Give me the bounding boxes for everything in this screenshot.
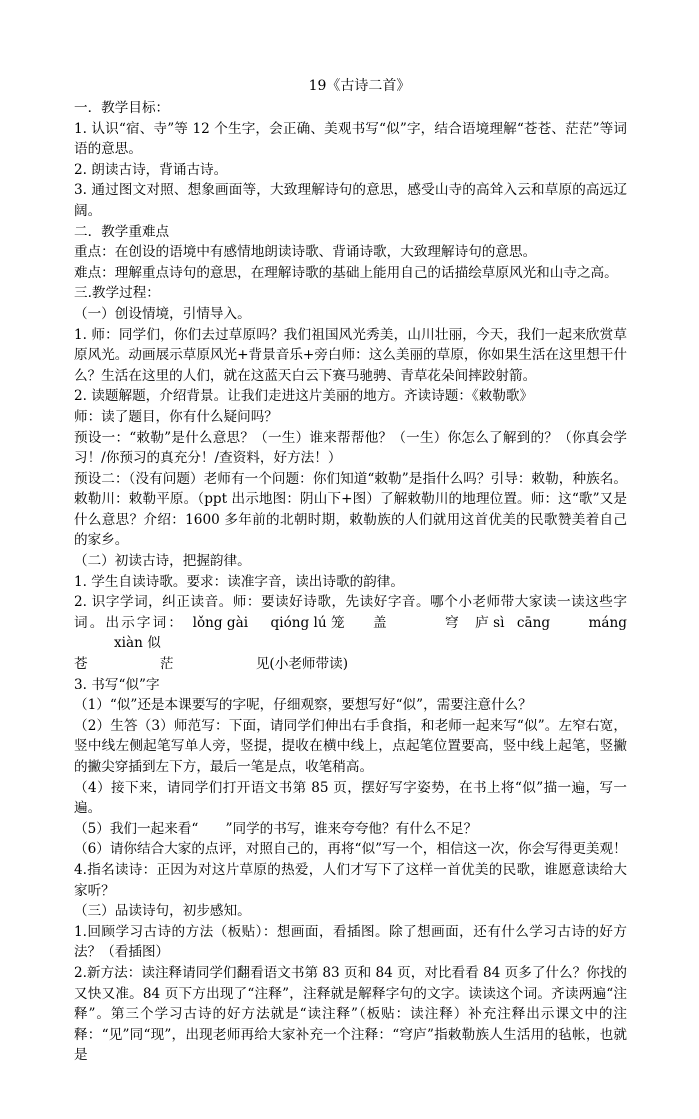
document-title: 19《古诗二首》 bbox=[308, 78, 411, 94]
paragraph: （4）接下来，请同学们打开语文书第 85 页，摆好写字姿势，在书上将“似”描一遍，写一遍。 bbox=[74, 779, 627, 817]
goal-2: 2. 朗读古诗，背诵古诗。 bbox=[74, 161, 228, 178]
paragraph: 预设二：（没有问题）老师有一个问题：你们知道“敕勒”是指什么吗？引导：敕勒，种族名。敕勒川：敕勒平原。（ppt 出示地图：阴山下+图）了解敕勒川的地理位置。师：这“歌”又是什么意思？介绍：1600 多年前的北朝时期，敕勒族的人们就用这首优美的民歌赞美着自己的家乡。 bbox=[74, 470, 627, 549]
paragraph: 师：读了题目，你有什么疑问吗？ bbox=[74, 408, 278, 425]
difficult-point: 难点：理解重点诗句的意思，在理解诗歌的基础上能用自己的话描绘草原风光和山寺之高。 bbox=[74, 264, 618, 281]
pinyin-item: máng bbox=[588, 614, 627, 631]
paragraph bbox=[74, 592, 627, 654]
pinyin-item: 穹 bbox=[445, 614, 459, 631]
paragraph: （2）生答（3）师范写：下面，请同学们伸出右手食指，和老师一起来写“似”。左窄右宽，竖中线左侧起笔写单人旁，竖提，提收在横中线上，点起笔位置要高，竖中线上起笔，竖撇的撇尖穿插到左下方，最后一笔是点，收笔稍高。 bbox=[74, 717, 627, 775]
step-3-heading: 3. 书写“似”字 bbox=[74, 676, 160, 693]
pinyin-item: 盖 bbox=[373, 614, 387, 631]
paragraph: 预设一：“敕勒”是什么意思？（一生）谁来帮帮他？（一生）你怎么了解到的？（你真会学习！/你预习的真充分！/查资料，好方法！） bbox=[74, 429, 627, 467]
pinyin-item: 茫 bbox=[159, 656, 174, 673]
goal-1: 1. 认识“宿、寺”等 12 个生字，会正确、美观书写“似”字，结合语境理解“苍苍、茫茫”等词语的意思。 bbox=[74, 120, 627, 158]
paragraph: 1. 学生自读诗歌。要求：读准字音，读出诗歌的韵律。 bbox=[74, 573, 404, 590]
step-2-heading: （二）初读古诗，把握韵律。 bbox=[74, 553, 251, 570]
step-1-heading: （一）创设情境，引情导入。 bbox=[74, 305, 251, 322]
pinyin-item: lǒng gài bbox=[192, 614, 249, 631]
paragraph: 2.新方法：读注释请同学们翻看语文书第 83 页和 84 页，对比看看 84 页多了什么？你找的又快又准。84 页下方出现了“注释”，注释就是解释字句的文字。读读这个词。齐读两遍“注释”。第三个学习古诗的好方法就是“读注释”（板贴：读注释）补充注释出示课文中的注释：“见”同“现”，出现老师再给大家补充一个注释：“穹庐”指敕勒族人生活用的毡帐，也就是 bbox=[74, 964, 627, 1064]
paragraph: （6）请你结合大家的点评，对照自己的，再将“似”写一个，相信这一次，你会写得更美观！ bbox=[74, 841, 627, 858]
paragraph: 1. 师：同学们，你们去过草原吗？我们祖国风光秀美，山川壮丽，今天，我们一起来欣赏草原风光。动画展示草原风光+背景音乐+旁白师：这么美丽的草原，你如果生活在这里想干什么？生活在这里的人们，就在这蓝天白云下赛马驰骋、青草花朵间摔跤射箭。 bbox=[74, 326, 627, 384]
section-heading-goals: 一．教学目标： bbox=[74, 100, 170, 116]
paragraph: （5）我们一起来看“ ”同学的书写，谁来夸夸他？有什么不足？ bbox=[74, 820, 478, 837]
section-heading-key-points: 二．教学重难点 bbox=[74, 223, 170, 240]
paragraph: 1.回顾学习古诗的方法（板贴）：想画面，看插图。除了想画面，还有什么学习古诗的好方法？（看插图） bbox=[74, 923, 627, 961]
step-heading: （三）品读诗句，初步感知。 bbox=[74, 903, 251, 920]
goal-3: 3. 通过图文对照、想象画面等，大致理解诗句的意思，感受山寺的高耸入云和草原的高远辽阔。 bbox=[74, 182, 627, 219]
pinyin-item: 见(小老师带读) bbox=[255, 656, 349, 673]
pinyin-item: xiàn 似 bbox=[114, 635, 161, 652]
pinyin-item: 苍 bbox=[74, 656, 88, 673]
key-point: 重点：在创设的语境中有感情地朗读诗歌、背诵诗歌，大致理解诗句的意思。 bbox=[74, 244, 537, 261]
section-heading-process: 三.教学过程： bbox=[74, 285, 160, 302]
pinyin-item: 庐 sì bbox=[475, 614, 505, 631]
paragraph-text: 2. 识字学词，纠正读音。师：要读好诗歌，先读好字音。哪个小老师带大家读一读这些字词。出示字词： bbox=[74, 594, 627, 631]
paragraph: 2. 读题解题，介绍背景。让我们走进这片美丽的地方。齐读诗题：《敕勒歌》 bbox=[74, 388, 534, 405]
paragraph: （1）“似”还是本课要写的字呢，仔细观察，要想写好“似”，需要注意什么？ bbox=[74, 697, 532, 714]
pinyin-item: cāng bbox=[516, 614, 551, 631]
paragraph: 4.指名读诗：正因为对这片草原的热爱，人们才写下了这样一首优美的民歌，谁愿意读给大家听？ bbox=[74, 861, 627, 899]
pinyin-item: qióng lú 笼 bbox=[270, 614, 345, 631]
pinyin-line-2 bbox=[74, 654, 627, 675]
